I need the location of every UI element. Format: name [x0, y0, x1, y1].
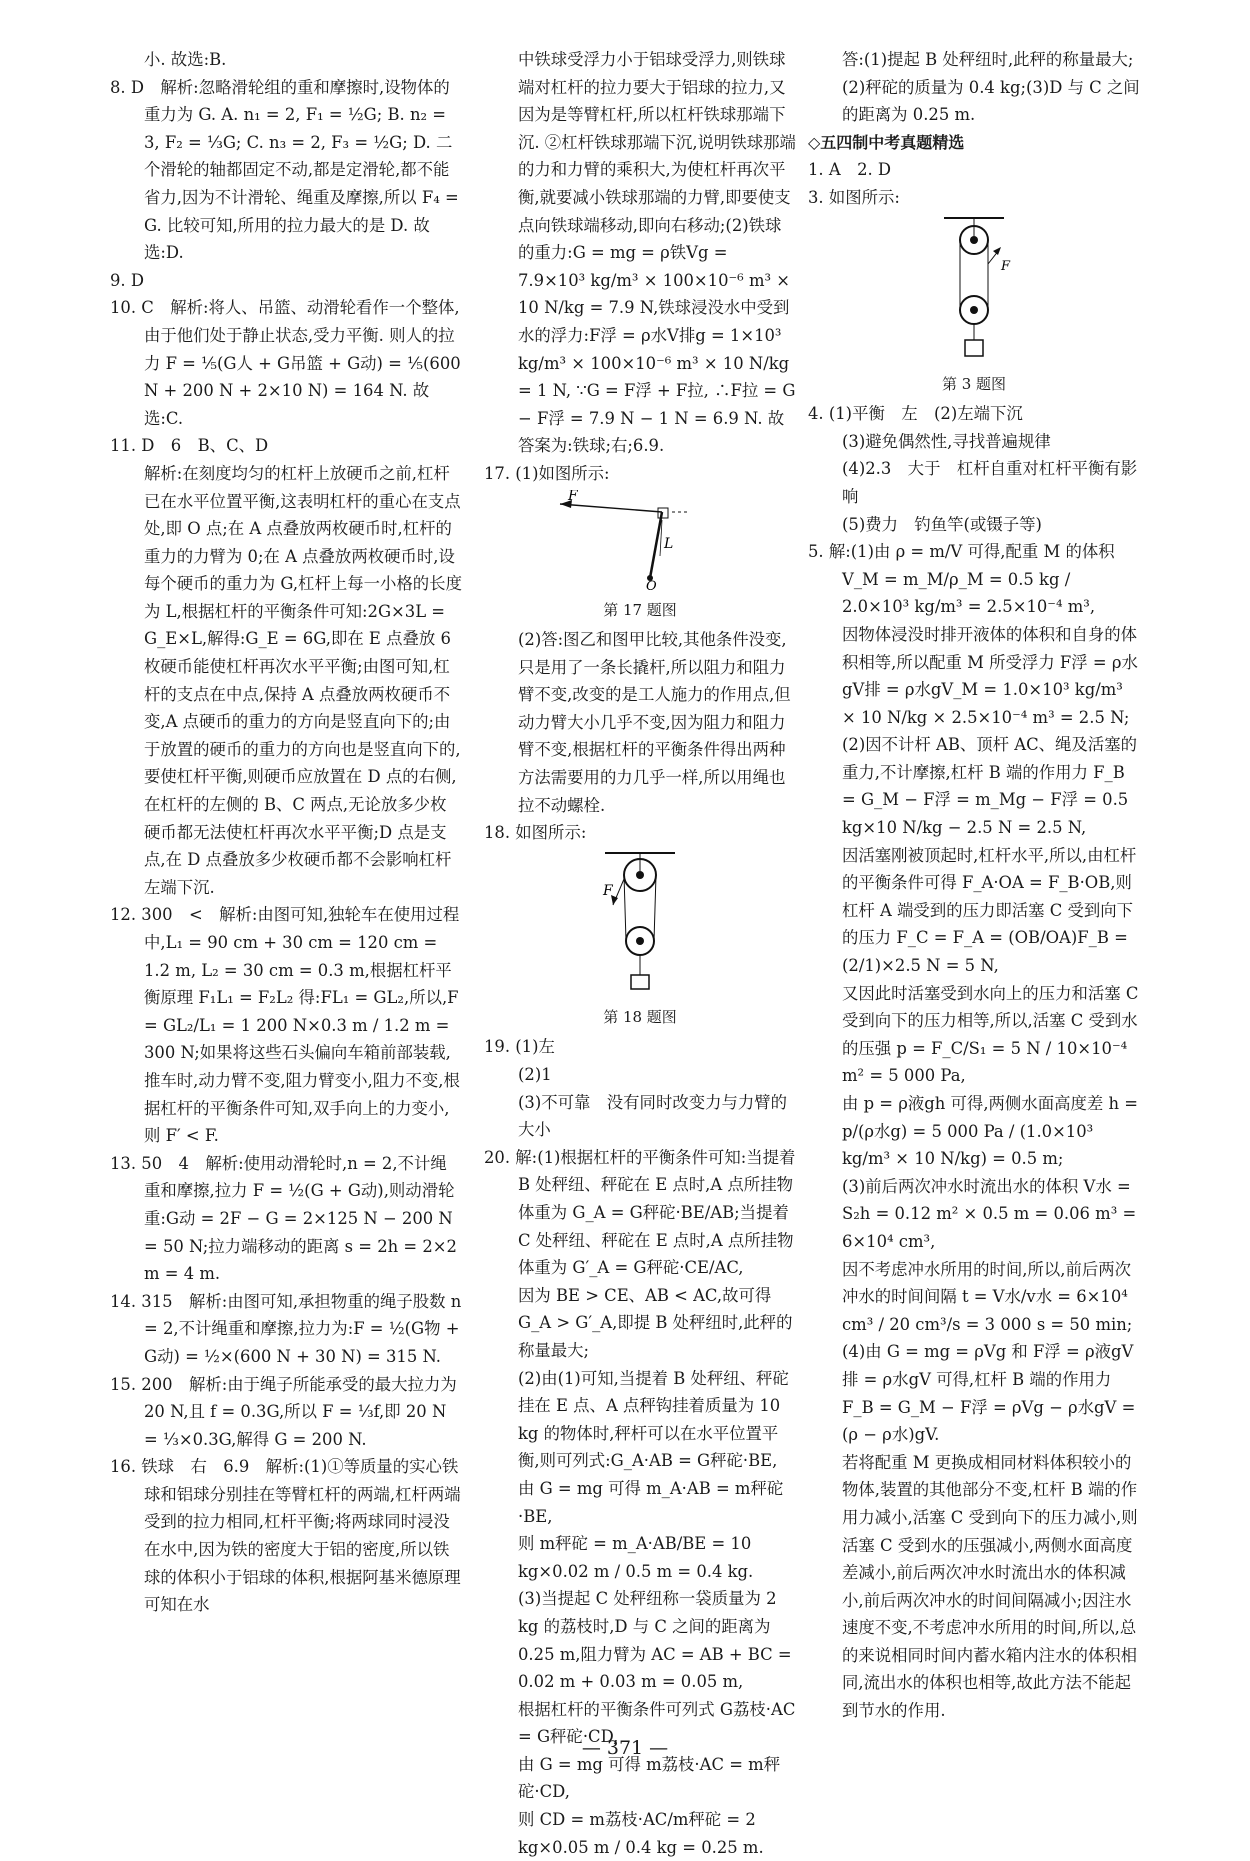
paragraph: 20. 解:(1)根据杠杆的平衡条件可知:当提着 B 处秤纽、秤砣在 E 点时,A 点所挂物体重为 G_A = G秤砣·BE/AB;当提着 C 处秤纽、秤砣在 E 点时,A 点所挂物体重为 G′_A = G秤砣·CE/AC, — [484, 1147, 796, 1278]
paragraph: 10. C 解析:将人、吊篮、动滑轮看作一个整体,由于他们处于静止状态,受力平衡. 则人的拉力 F = ⅕(G人 + G吊篮 + G动) = ⅕(600 N + 200 N + 2×10 N) = 164 N. 故选:C. — [110, 298, 461, 428]
column-2 — [484, 46, 796, 1861]
paragraph: 因物体浸没时排开液体的体积和自身的体积相等,所以配重 M 所受浮力 F浮 = ρ水gV排 = ρ水gV_M = 1.0×10³ kg/m³ × 10 N/kg × 2.5×10⁻⁴ m³ = 2.5 N; — [842, 624, 1138, 727]
paragraph: 19. (1)左 — [484, 1037, 555, 1057]
f-label: F — [1001, 258, 1011, 274]
paragraph: 因不考虑冲水所用的时间,所以,前后两次冲水的时间间隔 t = V水/v水 = 6×10⁴ cm³ / 20 cm³/s = 3 000 s = 50 min; — [842, 1259, 1133, 1334]
paragraph: (2)答:图乙和图甲比较,其他条件没变,只是用了一条长撬杆,所以阻力和阻力臂不变,改变的是工人施力的作用点,但动力臂大小几乎不变,因为阻力和阻力臂不变,根据杠杆的平衡条件得出两种方法需要用的力几乎一样,所以用绳也拉不动螺栓. — [518, 630, 791, 815]
paragraph: 1. A 2. D — [808, 160, 892, 180]
paragraph: 因为 BE > CE、AB < AC,故可得 G_A > G′_A,即提 B 处秤纽时,此秤的称量最大; — [518, 1285, 793, 1360]
column-1 — [110, 46, 462, 1619]
paragraph: (3)当提起 C 处秤纽称一袋质量为 2 kg 的荔枝时,D 与 C 之间的距离为 0.25 m,阻力臂为 AC = AB + BC = 0.02 m + 0.03 m = 0.05 m, — [518, 1589, 792, 1692]
paragraph: 小. 故选:B. — [144, 50, 227, 69]
paragraph: (2)由(1)可知,当提着 B 处秤纽、秤砣挂在 E 点、A 点秤钩挂着质量为 10 kg 的物体时,秤杆可以在水平位置平衡,则可列式:G_A·AB = G秤砣·BE, — [518, 1368, 789, 1471]
paragraph: 14. 315 解析:由图可知,承担物重的绳子股数 n = 2,不计绳重和摩擦,拉力为:F = ½(G物 + G动) = ½×(600 N + 30 N) = 315 N. — [110, 1291, 462, 1366]
page-number: — 371 — — [581, 1737, 669, 1759]
f-label: F — [568, 489, 578, 504]
paragraph: 根据杠杆的平衡条件可列式 G荔枝·AC = G秤砣·CD, — [518, 1699, 796, 1747]
paragraph: (3)不可靠 没有同时改变力与力臂的大小 — [518, 1092, 788, 1140]
paragraph: 8. D 解析:忽略滑轮组的重和摩擦时,设物体的重力为 G. A. n₁ = 2, F₁ = ½G; B. n₂ = 3, F₂ = ⅓G; C. n₃ = 2, F₃ = ½G; D. 二个滑轮的轴都固定不动,都是定滑轮,都不能省力,因为不计滑轮、绳重及摩擦,所以 F₄ = G. 比较可知,所用的拉力最大的是 D. 故选:D. — [110, 77, 459, 263]
paragraph: 又因此时活塞受到水向上的压力和活塞 C 受到向下的压力相等,所以,活塞 C 受到水的压强 p = F_C/S₁ = 5 N / 10×10⁻⁴ m² = 5 000 Pa, — [842, 983, 1139, 1086]
paragraph: (4)由 G = mg = ρVg 和 F浮 = ρ液gV排 = ρ水gV 可得,杠杆 B 端的作用力 F_B = G_M − F浮 = ρVg − ρ水gV = (ρ − ρ水)gV. — [842, 1342, 1136, 1445]
pulley-system-diagram — [585, 849, 695, 997]
paragraph: (5)费力 钓鱼竿(或镊子等) — [842, 514, 1042, 534]
figure-3-caption: 第 3 题图 — [941, 375, 1007, 394]
o-label: O — [646, 578, 657, 590]
paragraph: 由 p = ρ液gh 可得,两侧水面高度差 h = p/(ρ水g) = 5 000 Pa / (1.0×10³ kg/m³ × 10 N/kg) = 0.5 m; — [842, 1094, 1138, 1169]
paragraph: (3)前后两次冲水时流出水的体积 V水 = S₂h = 0.12 m² × 0.5 m = 0.06 m³ = 6×10⁴ cm³, — [842, 1176, 1137, 1251]
figure-18 — [484, 849, 796, 1030]
paragraph: 中铁球受浮力小于铝球受浮力,则铁球端对杠杆的拉力要大于铝球的拉力,又因为是等臂杠杆,所以杠杆铁球那端下沉. ②杠杆铁球那端下沉,说明铁球那端的力和力臂的乘积大,为使杠杆再次平衡,就要减小铁球那端的力臂,即要使支点向铁球端移动,即向右移动;(2)铁球的重力:G = mg = ρ铁Vg = 7.9×10³ kg/m³ × 100×10⁻⁶ m³ × 10 N/kg = 7.9 N,铁球浸没水中受到水的浮力:F浮 = ρ水V排g = 1×10³ kg/m³ × 100×10⁻⁶ m³ × 10 N/kg = 1 N, ∵G = F浮 + F拉, ∴F拉 = G − F浮 = 7.9 N − 1 N = 6.9 N. 故答案为:铁球;右;6.9. — [518, 50, 796, 456]
figure-17 — [484, 490, 796, 623]
paragraph: 15. 200 解析:由于绳子所能承受的最大拉力为 20 N,且 f = 0.3G,所以 F = ⅓f,即 20 N = ⅓×0.3G,解得 G = 200 N. — [110, 1374, 457, 1449]
paragraph: 解析:在刻度均匀的杠杆上放硬币之前,杠杆已在水平位置平衡,这表明杠杆的重心在支点处,即 O 点;在 A 点叠放两枚硬币时,杠杆的重力的力臂为 0;在 A 点叠放两枚硬币时,设每个硬币的重力为 G,杠杆上每一小格的长度为 L,根据杠杆的平衡条件可知:2G×3L = G_E×L,解得:G_E = 6G,即在 E 点叠放 6 枚硬币能使杠杆再次水平平衡;由图可知,杠杆的支点在中点,保持 A 点叠放两枚硬币不变,A 点硬币的重力的方向是竖直向下的;由于放置的硬币的重力的方向也是竖直向下的,要使杠杆平衡,则硬币应放置在 D 点的右侧,在杠杆的左侧的 B、C 两点,无论放多少枚硬币都无法使杠杆再次水平平衡;D 点是支点,在 D 点叠放多少枚硬币都不会影响杠杆左端下沉. — [144, 463, 462, 897]
paragraph: 11. D 6 B、C、D — [110, 436, 269, 456]
paragraph: 因活塞刚被顶起时,杠杆水平,所以,由杠杆的平衡条件可得 F_A·OA = F_B·OB,则杠杆 A 端受到的压力即活塞 C 受到向下的压力 F_C = F_A = (OB/OA)F_B = (2/1)×2.5 N = 5 N, — [842, 845, 1137, 976]
figure-3 — [808, 214, 1140, 397]
paragraph: 17. (1)如图所示: — [484, 463, 610, 483]
lever-force-diagram — [550, 490, 730, 590]
paragraph: 9. D — [110, 270, 144, 290]
paragraph: 4. (1)平衡 左 (2)左端下沉 — [808, 404, 1023, 424]
paragraph: 由 G = mg 可得 m_A·AB = m秤砣·BE, — [518, 1478, 784, 1526]
l-label: L — [664, 535, 674, 552]
f-label: F — [603, 882, 613, 899]
paragraph: 由 G = mg 可得 m荔枝·AC = m秤砣·CD, — [518, 1754, 781, 1802]
paragraph: 13. 50 4 解析:使用动滑轮时,n = 2,不计绳重和摩擦,拉力 F = ½(G + G动),则动滑轮重:G动 = 2F − G = 2×125 N − 200 N = 50 N;拉力端移动的距离 s = 2h = 2×2 m = 4 m. — [110, 1153, 457, 1284]
paragraph: (4)2.3 大于 杠杆自重对杠杆平衡有影响 — [842, 459, 1138, 506]
paragraph: 则 CD = m荔枝·AC/m秤砣 = 2 kg×0.05 m / 0.4 kg = 0.25 m. — [518, 1810, 764, 1857]
paragraph: 12. 300 < 解析:由图可知,独轮车在使用过程中,L₁ = 90 cm + 30 cm = 120 cm = 1.2 m, L₂ = 30 cm = 0.3 m,根据杠杆平衡原理 F₁L₁ = F₂L₂ 得:FL₁ = GL₂,所以,F = GL₂/L₁ = 1 200 N×0.3 m / 1.2 m = 300 N;如果将这些石头偏向车箱前部装载,推车时,动力臂不变,阻力臂变小,阻力不变,根据杠杆的平衡条件可知,双手向上的力变小,则 F′ < F. — [110, 905, 460, 1146]
paragraph: 则 m秤砣 = m_A·AB/BE = 10 kg×0.02 m / 0.5 m = 0.4 kg. — [518, 1534, 754, 1581]
column-3 — [808, 46, 1140, 1725]
section-heading: ◇五四制中考真题精选 — [808, 132, 965, 152]
paragraph: (3)避免偶然性,寻找普遍规律 — [842, 431, 1051, 451]
paragraph: 5. 解:(1)由 ρ = m/V 可得,配重 M 的体积 V_M = m_M/ρ_M = 0.5 kg / 2.0×10³ kg/m³ = 2.5×10⁻⁴ m³, — [808, 542, 1115, 617]
paragraph: 18. 如图所示: — [484, 823, 587, 843]
figure-18-caption: 第 18 题图 — [603, 1008, 677, 1027]
pulley-block-diagram — [929, 214, 1019, 364]
paragraph: 16. 铁球 右 6.9 解析:(1)①等质量的实心铁球和铝球分别挂在等臂杠杆的两端,杠杆两端受到的拉力相同,杠杆平衡;将两球同时浸没在水中,因为铁的密度大于铝的密度,所以铁球的体积小于铝球的体积,根据阿基米德原理可知在水 — [110, 1457, 461, 1615]
paragraph: 3. 如图所示: — [808, 187, 900, 207]
figure-17-caption: 第 17 题图 — [603, 601, 677, 620]
paragraph: 若将配重 M 更换成相同材料体积较小的物体,装置的其他部分不变,杠杆 B 端的作用力减小,活塞 C 受到向下的压力减小,则活塞 C 受到水的压强减小,两侧水面高度差减小,前后两次冲水时流出水的体积减小,前后两次冲水的时间间隔减小;因注水速度不变,不考虑冲水所用的时间,所以,总的来说相同时间内蓄水箱内注水的体积相同,流出水的体积也相等,故此方法不能起到节水的作用. — [842, 1452, 1138, 1721]
paragraph: 答:(1)提起 B 处秤纽时,此秤的称量最大;(2)秤砣的质量为 0.4 kg;(3)D 与 C 之间的距离为 0.25 m. — [842, 50, 1140, 125]
paragraph: (2)1 — [518, 1065, 552, 1085]
paragraph: (2)因不计杆 AB、顶杆 AC、绳及活塞的重力,不计摩擦,杠杆 B 端的作用力 F_B = G_M − F浮 = m_Mg − F浮 = 0.5 kg×10 N/kg − 2.5 N = 2.5 N, — [842, 735, 1137, 838]
